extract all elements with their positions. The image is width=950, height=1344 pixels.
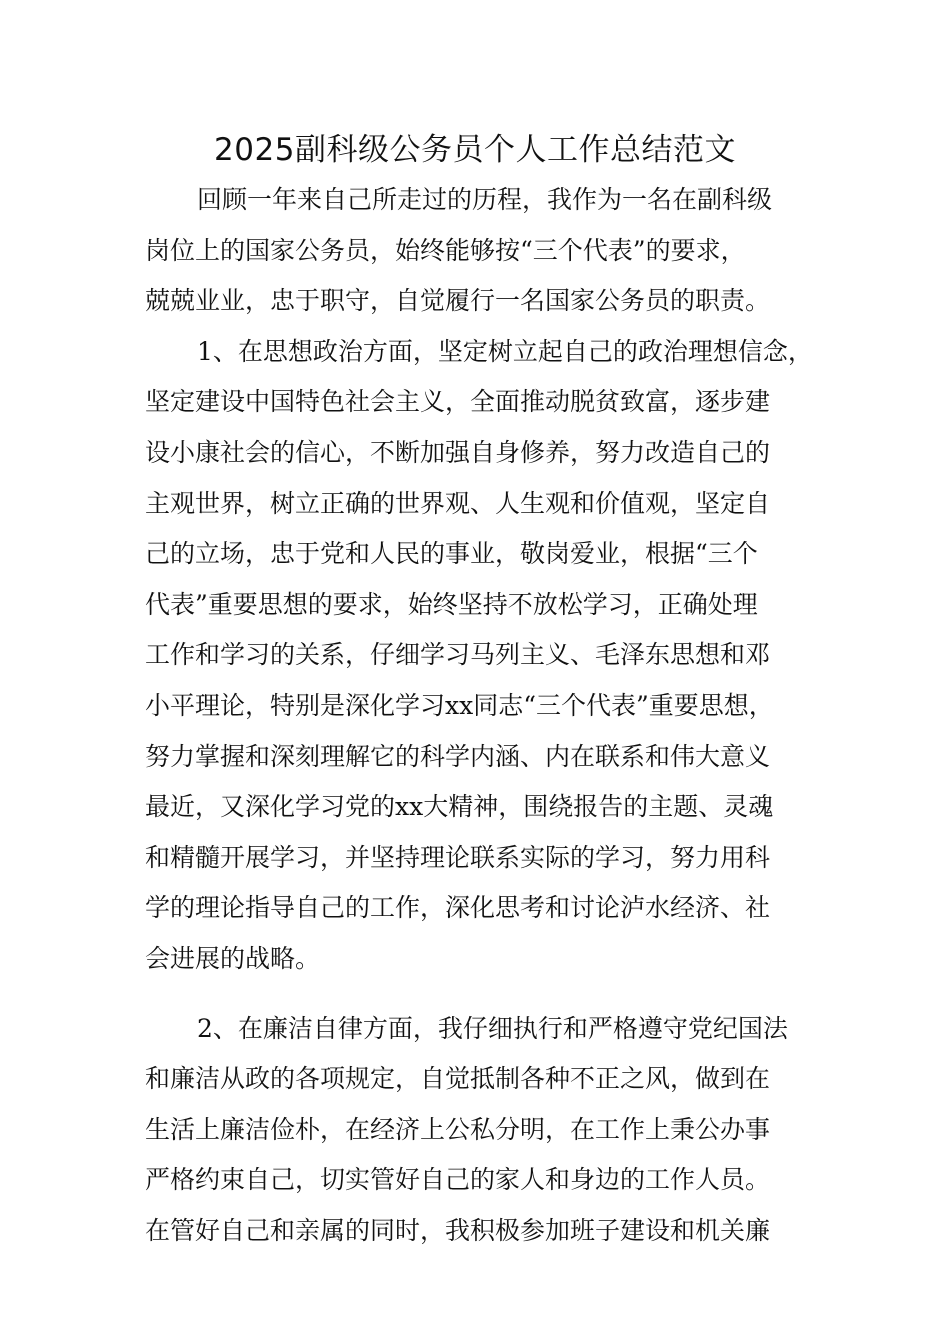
paragraph-line: 主观世界，树立正确的世界观、人生观和价值观，坚定自	[145, 488, 771, 518]
paragraph-line: 岗位上的国家公务员，始终能够按“三个代表”的要求，	[145, 235, 746, 265]
paragraph-line: 和精髓开展学习，并坚持理论联系实际的学习，努力用科	[145, 842, 771, 872]
paragraph-line: 在管好自己和亲属的同时，我积极参加班子建设和机关廉	[145, 1215, 771, 1245]
paragraph-line: 兢兢业业，忠于职守，自觉履行一名国家公务员的职责。	[145, 286, 771, 316]
paragraph-line: 最近，又深化学习党的xx大精神，围绕报告的主题、灵魂	[145, 792, 774, 822]
paragraph-line: 学的理论指导自己的工作，深化思考和讨论泸水经济、社	[145, 893, 771, 923]
paragraph-line: 设小康社会的信心，不断加强自身修养，努力改造自己的	[145, 437, 771, 467]
paragraph-line: 坚定建设中国特色社会主义，全面推动脱贫致富，逐步建	[145, 387, 771, 417]
paragraph-line: 1、在思想政治方面，坚定树立起自己的政治理想信念，	[197, 336, 813, 366]
paragraph-line: 努力掌握和深刻理解它的科学内涵、内在联系和伟大意义	[145, 741, 771, 771]
document-body	[145, 180, 835, 1261]
paragraph-line: 己的立场，忠于党和人民的事业，敬岗爱业，根据“三个	[145, 539, 758, 569]
paragraph-line: 代表”重要思想的要求，始终坚持不放松学习，正确处理	[145, 589, 758, 619]
paragraph-line: 和廉洁从政的各项规定，自觉抵制各种不正之风，做到在	[145, 1064, 771, 1094]
paragraph-line: 2、在廉洁自律方面，我仔细执行和严格遵守党纪国法	[197, 1013, 788, 1043]
document-title: 2025副科级公务员个人工作总结范文	[214, 132, 736, 168]
paragraph-line: 生活上廉洁俭朴，在经济上公私分明，在工作上秉公办事	[145, 1114, 771, 1144]
paragraph-line: 会进展的战略。	[145, 943, 321, 973]
paragraph-line: 小平理论，特别是深化学习xx同志“三个代表”重要思想，	[145, 690, 774, 720]
paragraph-line: 回顾一年来自己所走过的历程，我作为一名在副科级	[197, 185, 773, 214]
paragraph-line: 工作和学习的关系，仔细学习马列主义、毛泽东思想和邓	[145, 640, 771, 670]
paragraph-line: 严格约束自己，切实管好自己的家人和身边的工作人员。	[145, 1165, 771, 1195]
